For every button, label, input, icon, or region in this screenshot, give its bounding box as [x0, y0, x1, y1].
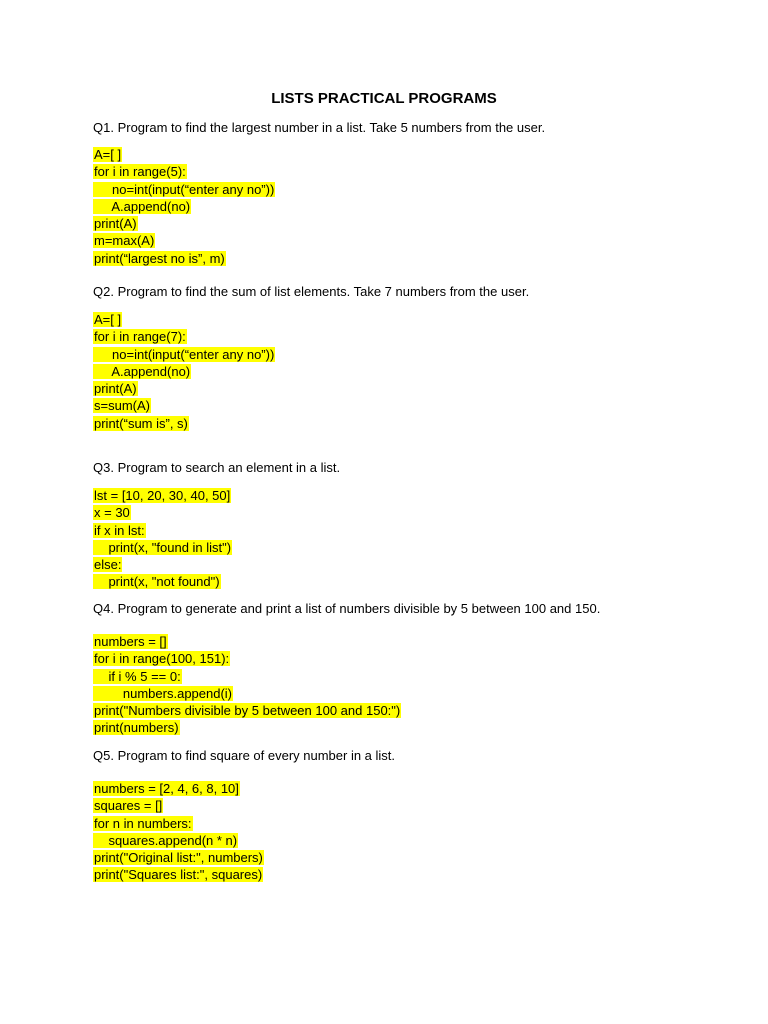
code-line: print(“sum is”, s): [94, 415, 188, 431]
code-line: numbers = [2, 4, 6, 8, 10]: [94, 781, 239, 796]
question-3: Q3. Program to search an element in a list.: [93, 460, 341, 475]
code-line: A=[ ]: [94, 312, 122, 327]
question-4: Q4. Program to generate and print a list of numbers divisible by 5 between 100 and 150.: [93, 601, 601, 616]
code-block-1: [93, 146, 275, 267]
question-2: Q2. Program to find the sum of list elements. Take 7 numbers from the user.: [93, 284, 530, 299]
question-5: Q5. Program to find square of every number in a list.: [93, 748, 396, 763]
code-line: print(x, "found in list"): [94, 539, 232, 555]
code-line: squares.append(n * n): [94, 832, 238, 848]
code-line: for n in numbers:: [94, 815, 192, 831]
code-block-5: [93, 780, 264, 884]
code-line: no=int(input(“enter any no”)): [94, 346, 275, 362]
code-line: print("Original list:", numbers): [94, 850, 263, 866]
code-line: print(“largest no is”, m): [94, 250, 225, 266]
code-block-4: [93, 633, 401, 737]
code-line: s=sum(A): [94, 398, 150, 414]
code-block-3: [93, 487, 232, 591]
code-line: lst = [10, 20, 30, 40, 50]: [94, 488, 231, 503]
code-line: numbers = []: [94, 634, 167, 649]
code-line: x = 30: [94, 505, 130, 521]
code-line: for i in range(5):: [94, 164, 186, 180]
code-line: print("Numbers divisible by 5 between 100 and 150:"): [94, 703, 401, 719]
question-1: Q1. Program to find the largest number in a list. Take 5 numbers from the user.: [93, 120, 546, 135]
code-line: no=int(input(“enter any no”)): [94, 181, 275, 197]
code-block-2: [93, 311, 275, 432]
code-line: A=[ ]: [94, 147, 122, 162]
code-line: m=max(A): [94, 233, 155, 249]
code-line: print(A): [94, 381, 137, 397]
code-line: print(numbers): [94, 720, 179, 736]
code-line: print(x, "not found"): [94, 574, 220, 590]
code-line: for i in range(7):: [94, 329, 186, 345]
code-line: A.append(no): [94, 363, 191, 379]
code-line: numbers.append(i): [94, 685, 233, 701]
code-line: A.append(no): [94, 198, 191, 214]
code-line: for i in range(100, 151):: [94, 651, 230, 667]
code-line: print(A): [94, 216, 137, 232]
code-line: else:: [94, 557, 122, 573]
code-line: squares = []: [94, 798, 163, 814]
code-line: print("Squares list:", squares): [94, 867, 263, 883]
page-title: LISTS PRACTICAL PROGRAMS: [271, 90, 497, 107]
code-line: if x in lst:: [94, 522, 145, 538]
code-line: if i % 5 == 0:: [94, 668, 181, 684]
